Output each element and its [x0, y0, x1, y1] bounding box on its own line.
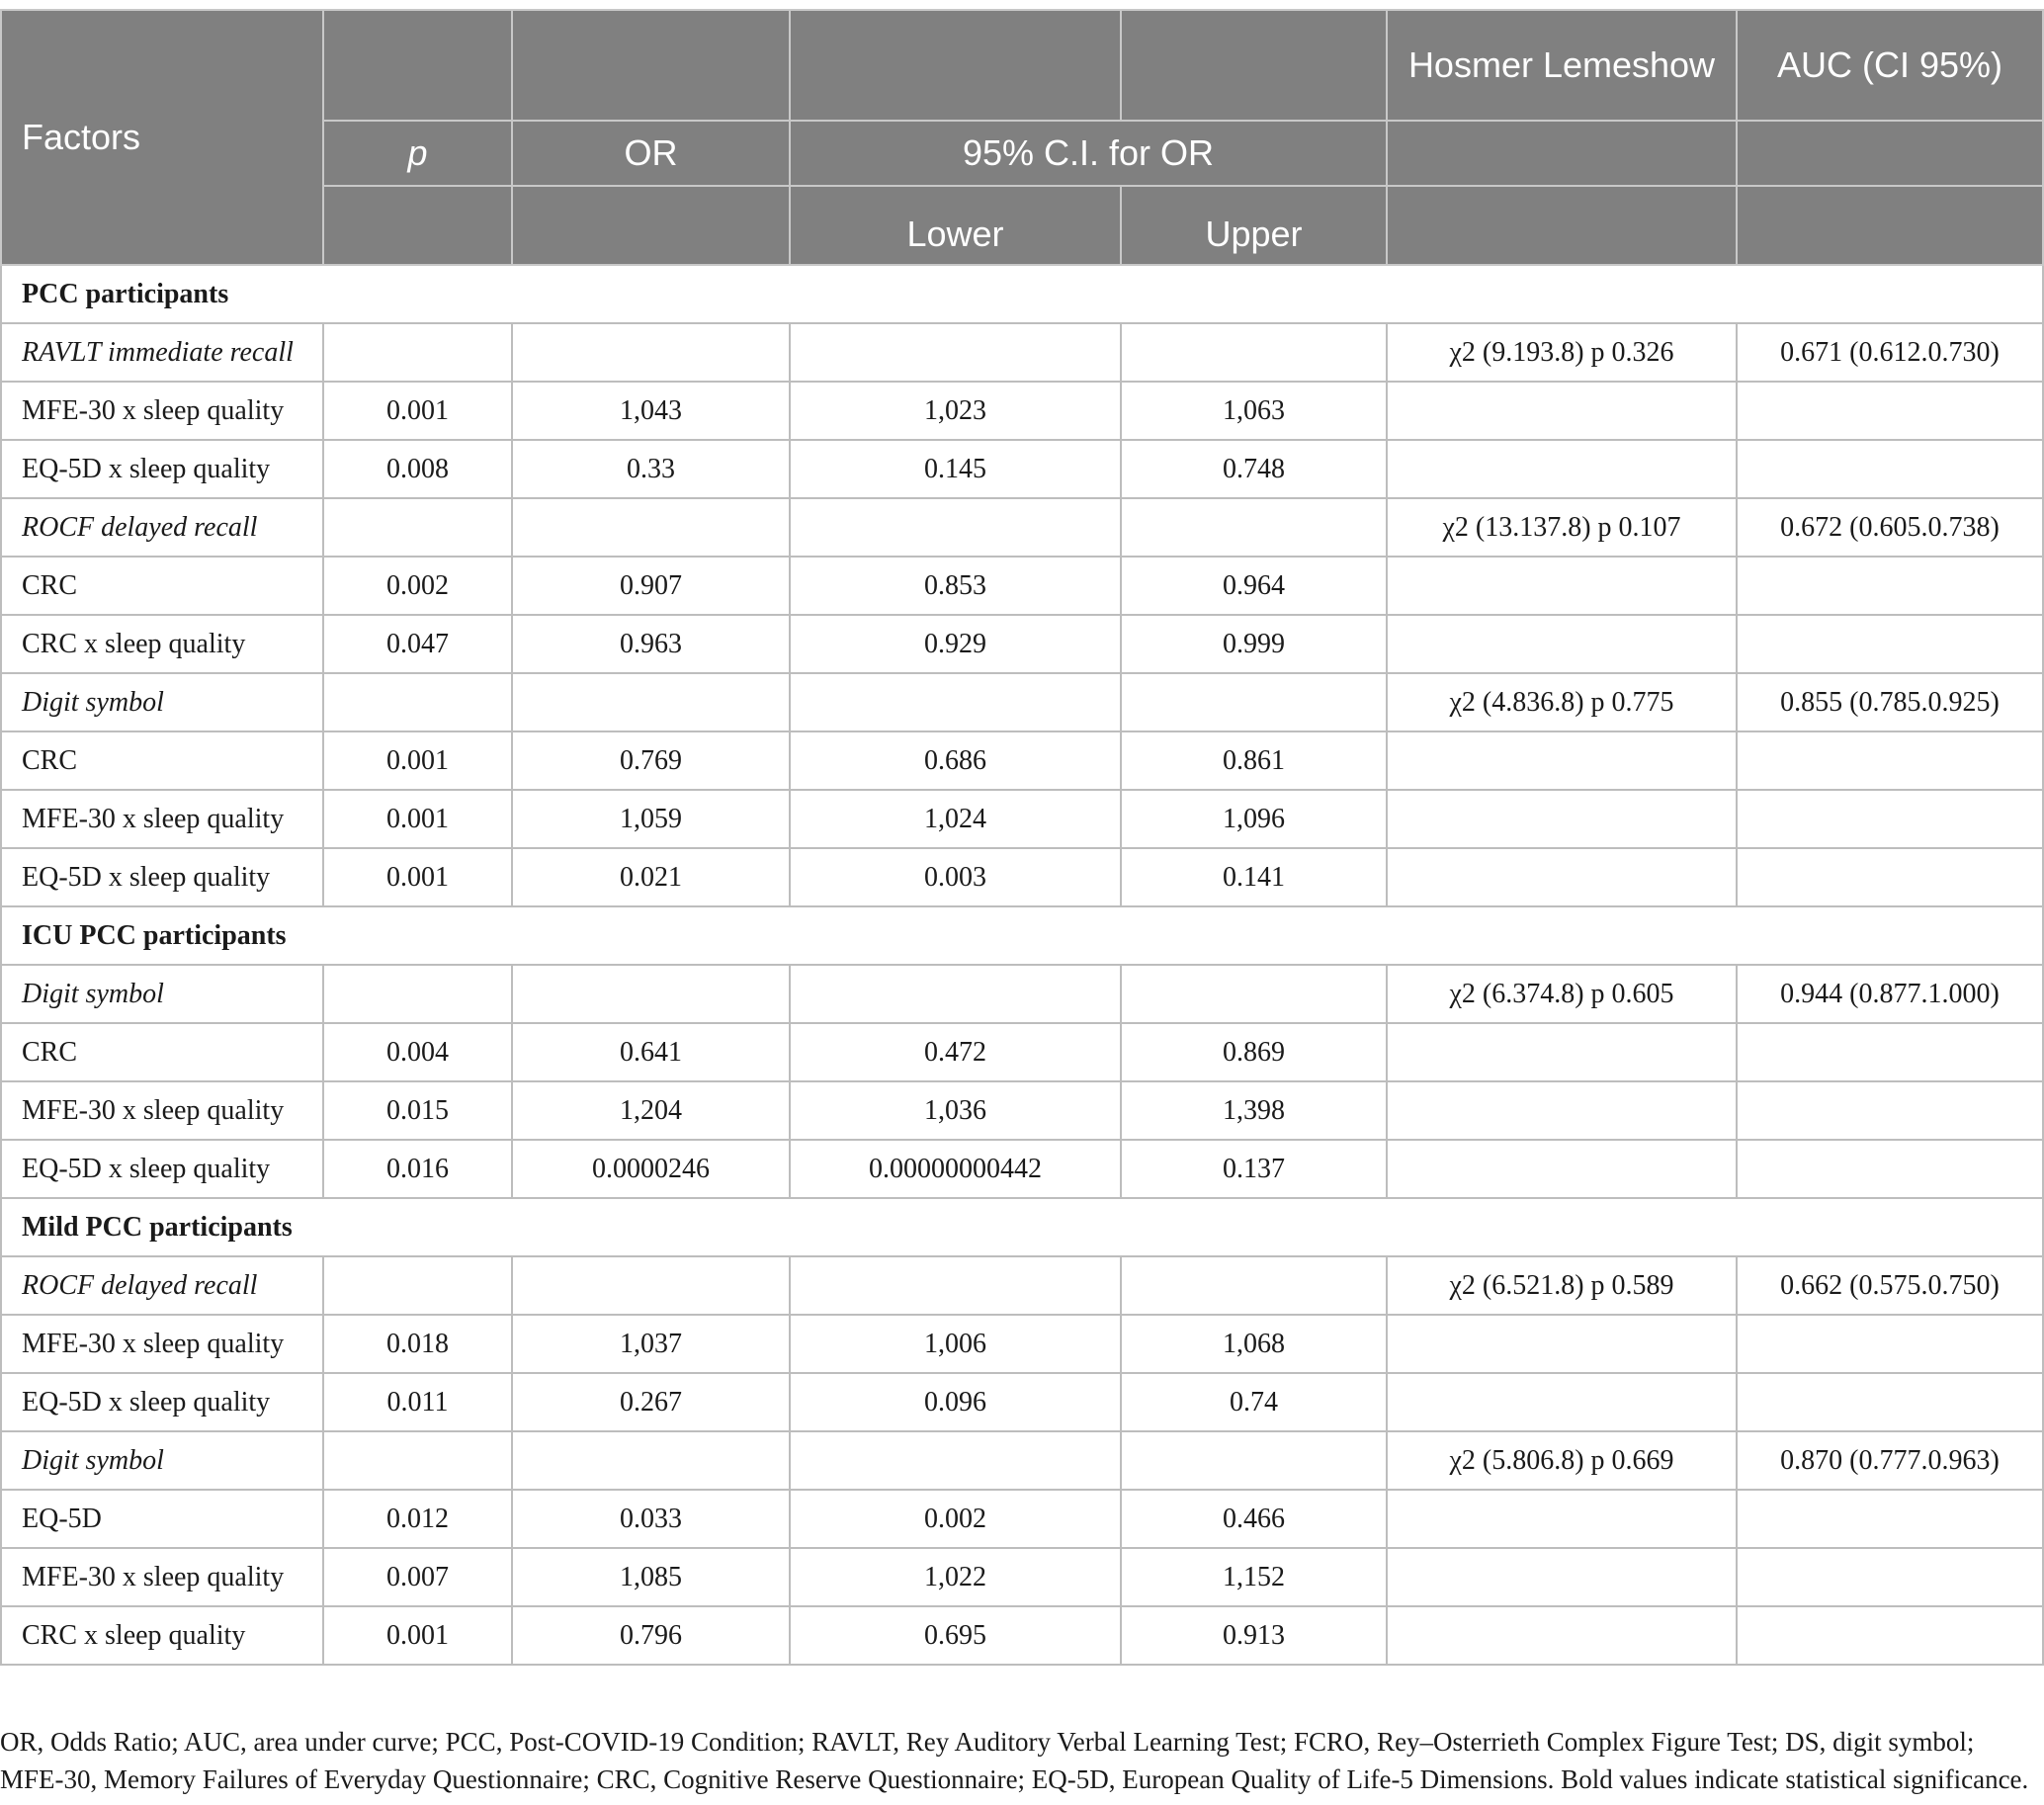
- empty-cell: [1737, 440, 2043, 498]
- header-blank: [323, 10, 512, 121]
- empty-cell: [1387, 1606, 1737, 1665]
- model-name: Digit symbol: [1, 1431, 323, 1490]
- header-blank: [1387, 186, 1737, 265]
- table-row: [1, 1548, 2043, 1606]
- p-value: 0.001: [323, 1606, 512, 1665]
- model-name: Digit symbol: [1, 673, 323, 731]
- factor-name: CRC x sleep quality: [1, 615, 323, 673]
- p-value: 0.011: [323, 1373, 512, 1431]
- table-row: [1, 1606, 2043, 1665]
- table-row: [1, 1315, 2043, 1373]
- header-ci: 95% C.I. for OR: [790, 121, 1387, 186]
- table-row: [1, 1081, 2043, 1140]
- header-or: OR: [512, 121, 790, 186]
- empty-cell: [512, 965, 790, 1023]
- p-value: 0.001: [323, 731, 512, 790]
- ci-upper-value: 0.137: [1121, 1140, 1387, 1198]
- p-value: 0.018: [323, 1315, 512, 1373]
- or-value: 1,037: [512, 1315, 790, 1373]
- header-p: p: [323, 121, 512, 186]
- empty-cell: [1737, 382, 2043, 440]
- empty-cell: [1737, 1140, 2043, 1198]
- factor-name: MFE-30 x sleep quality: [1, 1315, 323, 1373]
- or-value: 0.021: [512, 848, 790, 906]
- factor-name: EQ-5D x sleep quality: [1, 1373, 323, 1431]
- factor-name: EQ-5D x sleep quality: [1, 440, 323, 498]
- ci-lower-value: 0.096: [790, 1373, 1121, 1431]
- model-row: [1, 1256, 2043, 1315]
- ci-lower-value: 1,022: [790, 1548, 1121, 1606]
- factor-name: EQ-5D x sleep quality: [1, 1140, 323, 1198]
- empty-cell: [1121, 323, 1387, 382]
- factor-name: CRC: [1, 1023, 323, 1081]
- header-blank: [512, 10, 790, 121]
- empty-cell: [512, 1431, 790, 1490]
- empty-cell: [512, 498, 790, 557]
- empty-cell: [1737, 615, 2043, 673]
- empty-cell: [790, 965, 1121, 1023]
- empty-cell: [1737, 1023, 2043, 1081]
- or-value: 0.641: [512, 1023, 790, 1081]
- or-value: 1,085: [512, 1548, 790, 1606]
- factor-name: CRC: [1, 557, 323, 615]
- table-row: [1, 731, 2043, 790]
- factor-name: MFE-30 x sleep quality: [1, 1081, 323, 1140]
- table-row: [1, 440, 2043, 498]
- group-row: [1, 265, 2043, 323]
- ci-upper-value: 1,152: [1121, 1548, 1387, 1606]
- factor-name: MFE-30 x sleep quality: [1, 790, 323, 848]
- empty-cell: [323, 1431, 512, 1490]
- factor-name: CRC x sleep quality: [1, 1606, 323, 1665]
- empty-cell: [1387, 382, 1737, 440]
- model-name: Digit symbol: [1, 965, 323, 1023]
- p-value: 0.016: [323, 1140, 512, 1198]
- header-auc: AUC (CI 95%): [1737, 10, 2043, 121]
- model-name: ROCF delayed recall: [1, 1256, 323, 1315]
- empty-cell: [323, 673, 512, 731]
- auc-value: 0.944 (0.877.1.000): [1737, 965, 2043, 1023]
- empty-cell: [1121, 965, 1387, 1023]
- table-header: [1, 10, 2043, 265]
- hosmer-lemeshow-value: χ2 (13.137.8) p 0.107: [1387, 498, 1737, 557]
- group-title: ICU PCC participants: [1, 906, 2043, 965]
- header-hosmer-lemeshow: Hosmer Lemeshow: [1387, 10, 1737, 121]
- p-value: 0.008: [323, 440, 512, 498]
- empty-cell: [1737, 1081, 2043, 1140]
- empty-cell: [1387, 1548, 1737, 1606]
- empty-cell: [323, 323, 512, 382]
- p-value: 0.007: [323, 1548, 512, 1606]
- hosmer-lemeshow-value: χ2 (9.193.8) p 0.326: [1387, 323, 1737, 382]
- empty-cell: [790, 498, 1121, 557]
- header-blank: [1737, 121, 2043, 186]
- table-row: [1, 1490, 2043, 1548]
- table-row: [1, 1023, 2043, 1081]
- or-value: 0.33: [512, 440, 790, 498]
- header-blank: [323, 186, 512, 265]
- factor-name: CRC: [1, 731, 323, 790]
- ci-upper-value: 0.913: [1121, 1606, 1387, 1665]
- p-value: 0.015: [323, 1081, 512, 1140]
- hosmer-lemeshow-value: χ2 (4.836.8) p 0.775: [1387, 673, 1737, 731]
- empty-cell: [790, 323, 1121, 382]
- empty-cell: [1387, 440, 1737, 498]
- ci-lower-value: 0.686: [790, 731, 1121, 790]
- table-body: [1, 265, 2043, 1665]
- auc-value: 0.672 (0.605.0.738): [1737, 498, 2043, 557]
- table-row: [1, 790, 2043, 848]
- table-footnote: OR, Odds Ratio; AUC, area under curve; PCC, Post-COVID-19 Condition; RAVLT, Rey Auditory Verbal Learning Test; FCRO, Rey–Osterrieth Complex Figure Test; DS, digit symbol; MFE-30, Memory Failures of Everyday Questionnaire; CRC, Cognitive Reserve Questionnaire; EQ-5D, European Quality of Life-5 Dimensions. Bold values indicate statistical significance.: [0, 1727, 2029, 1794]
- or-value: 0.267: [512, 1373, 790, 1431]
- group-title: Mild PCC participants: [1, 1198, 2043, 1256]
- empty-cell: [1737, 790, 2043, 848]
- table-row: [1, 557, 2043, 615]
- empty-cell: [1387, 1140, 1737, 1198]
- model-row: [1, 965, 2043, 1023]
- or-value: 0.769: [512, 731, 790, 790]
- ci-upper-value: 0.466: [1121, 1490, 1387, 1548]
- empty-cell: [1387, 557, 1737, 615]
- ci-lower-value: 1,024: [790, 790, 1121, 848]
- ci-upper-value: 0.74: [1121, 1373, 1387, 1431]
- auc-value: 0.662 (0.575.0.750): [1737, 1256, 2043, 1315]
- p-value: 0.012: [323, 1490, 512, 1548]
- factor-name: MFE-30 x sleep quality: [1, 1548, 323, 1606]
- ci-lower-value: 0.929: [790, 615, 1121, 673]
- empty-cell: [790, 1431, 1121, 1490]
- factor-name: EQ-5D x sleep quality: [1, 848, 323, 906]
- empty-cell: [1387, 1315, 1737, 1373]
- ci-upper-value: 1,063: [1121, 382, 1387, 440]
- empty-cell: [323, 1256, 512, 1315]
- empty-cell: [1387, 1490, 1737, 1548]
- empty-cell: [790, 1256, 1121, 1315]
- model-name: RAVLT immediate recall: [1, 323, 323, 382]
- table-row: [1, 848, 2043, 906]
- empty-cell: [512, 323, 790, 382]
- model-row: [1, 323, 2043, 382]
- or-value: 0.963: [512, 615, 790, 673]
- p-value: 0.001: [323, 790, 512, 848]
- empty-cell: [1387, 1023, 1737, 1081]
- model-row: [1, 498, 2043, 557]
- ci-lower-value: 0.695: [790, 1606, 1121, 1665]
- p-value: 0.004: [323, 1023, 512, 1081]
- group-row: [1, 906, 2043, 965]
- auc-value: 0.855 (0.785.0.925): [1737, 673, 2043, 731]
- table-row: [1, 382, 2043, 440]
- ci-lower-value: 0.00000000442: [790, 1140, 1121, 1198]
- factor-name: MFE-30 x sleep quality: [1, 382, 323, 440]
- or-value: 1,059: [512, 790, 790, 848]
- header-factors: Factors: [1, 10, 323, 265]
- ci-lower-value: 0.145: [790, 440, 1121, 498]
- ci-lower-value: 0.003: [790, 848, 1121, 906]
- ci-upper-value: 0.141: [1121, 848, 1387, 906]
- header-blank: [790, 10, 1121, 121]
- empty-cell: [1737, 1490, 2043, 1548]
- group-row: [1, 1198, 2043, 1256]
- model-row: [1, 673, 2043, 731]
- empty-cell: [1387, 615, 1737, 673]
- ci-upper-value: 0.748: [1121, 440, 1387, 498]
- p-value: 0.001: [323, 382, 512, 440]
- empty-cell: [1387, 790, 1737, 848]
- hosmer-lemeshow-value: χ2 (5.806.8) p 0.669: [1387, 1431, 1737, 1490]
- regression-results-table: [0, 9, 2044, 1666]
- empty-cell: [1737, 1315, 2043, 1373]
- header-blank: [1737, 186, 2043, 265]
- empty-cell: [1121, 673, 1387, 731]
- ci-upper-value: 1,068: [1121, 1315, 1387, 1373]
- or-value: 0.907: [512, 557, 790, 615]
- p-value: 0.002: [323, 557, 512, 615]
- empty-cell: [1737, 1606, 2043, 1665]
- p-value: 0.047: [323, 615, 512, 673]
- p-value: 0.001: [323, 848, 512, 906]
- auc-value: 0.870 (0.777.0.963): [1737, 1431, 2043, 1490]
- empty-cell: [1737, 1548, 2043, 1606]
- table-row: [1, 1373, 2043, 1431]
- or-value: 0.033: [512, 1490, 790, 1548]
- empty-cell: [1737, 1373, 2043, 1431]
- ci-upper-value: 0.964: [1121, 557, 1387, 615]
- empty-cell: [1737, 731, 2043, 790]
- ci-lower-value: 0.853: [790, 557, 1121, 615]
- ci-upper-value: 1,096: [1121, 790, 1387, 848]
- empty-cell: [323, 965, 512, 1023]
- empty-cell: [790, 673, 1121, 731]
- empty-cell: [1387, 848, 1737, 906]
- or-value: 0.796: [512, 1606, 790, 1665]
- empty-cell: [512, 1256, 790, 1315]
- hosmer-lemeshow-value: χ2 (6.374.8) p 0.605: [1387, 965, 1737, 1023]
- table-row: [1, 1140, 2043, 1198]
- empty-cell: [512, 673, 790, 731]
- ci-upper-value: 0.869: [1121, 1023, 1387, 1081]
- model-name: ROCF delayed recall: [1, 498, 323, 557]
- empty-cell: [1387, 731, 1737, 790]
- ci-upper-value: 0.999: [1121, 615, 1387, 673]
- model-row: [1, 1431, 2043, 1490]
- auc-value: 0.671 (0.612.0.730): [1737, 323, 2043, 382]
- empty-cell: [1737, 848, 2043, 906]
- table-row: [1, 615, 2043, 673]
- group-title: PCC participants: [1, 265, 2043, 323]
- or-value: 0.0000246: [512, 1140, 790, 1198]
- header-blank: [1121, 10, 1387, 121]
- ci-upper-value: 1,398: [1121, 1081, 1387, 1140]
- empty-cell: [1121, 498, 1387, 557]
- results-table-container: [0, 9, 2042, 1666]
- ci-upper-value: 0.861: [1121, 731, 1387, 790]
- empty-cell: [1387, 1081, 1737, 1140]
- ci-lower-value: 0.472: [790, 1023, 1121, 1081]
- empty-cell: [1121, 1256, 1387, 1315]
- header-blank: [1387, 121, 1737, 186]
- empty-cell: [323, 498, 512, 557]
- ci-lower-value: 1,023: [790, 382, 1121, 440]
- or-value: 1,204: [512, 1081, 790, 1140]
- or-value: 1,043: [512, 382, 790, 440]
- empty-cell: [1737, 557, 2043, 615]
- header-upper: Upper: [1121, 186, 1387, 265]
- header-blank: [512, 186, 790, 265]
- hosmer-lemeshow-value: χ2 (6.521.8) p 0.589: [1387, 1256, 1737, 1315]
- empty-cell: [1387, 1373, 1737, 1431]
- header-lower: Lower: [790, 186, 1121, 265]
- ci-lower-value: 1,036: [790, 1081, 1121, 1140]
- factor-name: EQ-5D: [1, 1490, 323, 1548]
- ci-lower-value: 0.002: [790, 1490, 1121, 1548]
- ci-lower-value: 1,006: [790, 1315, 1121, 1373]
- empty-cell: [1121, 1431, 1387, 1490]
